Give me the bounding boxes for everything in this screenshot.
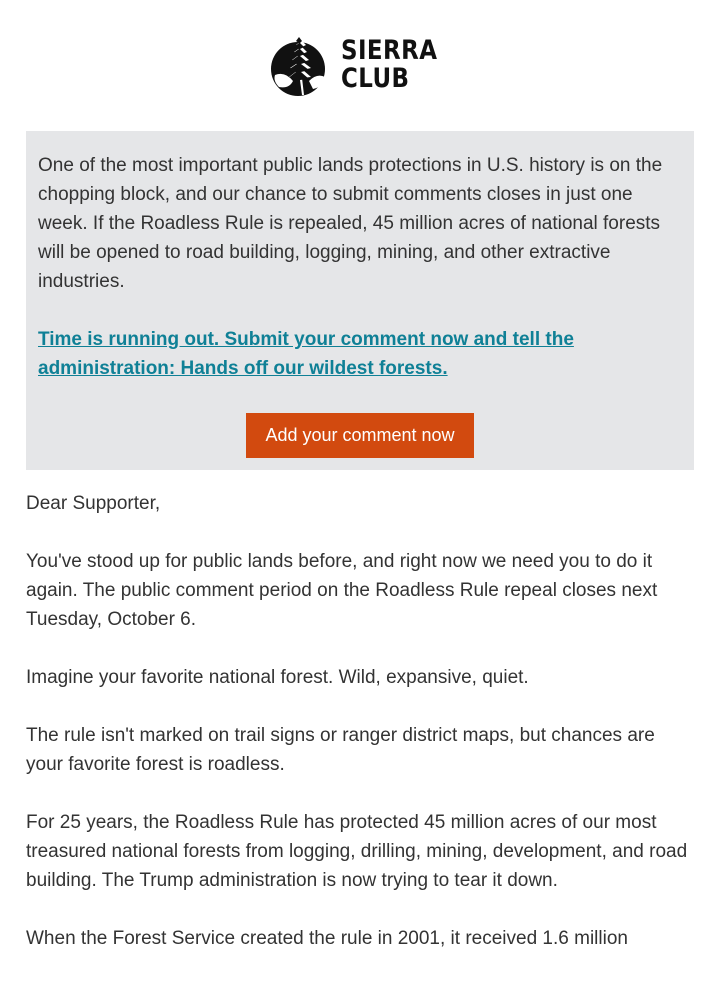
body-paragraph: Imagine your favorite national forest. Wild, expansive, quiet. bbox=[26, 667, 529, 688]
body-paragraph: For 25 years, the Roadless Rule has protected 45 million acres of our most treasured national forests from logging, drilling, mining, development, and road building. The Trump administration is now trying to tear it down. bbox=[26, 812, 688, 891]
sierra-club-logo[interactable] bbox=[265, 31, 454, 97]
greeting: Dear Supporter, bbox=[26, 493, 161, 514]
email-header bbox=[0, 0, 720, 128]
logo-wordmark bbox=[341, 37, 437, 93]
logo-line-2: CLUB bbox=[341, 63, 410, 94]
callout-box bbox=[26, 131, 694, 470]
body-paragraph: You've stood up for public lands before, and right now we need you to do it again. The public comment period on the Roadless Rule repeal closes next Tuesday, October 6. bbox=[26, 551, 658, 630]
add-comment-button[interactable]: Add your comment now bbox=[246, 413, 474, 458]
body-paragraph: When the Forest Service created the rule in 2001, it received 1.6 million bbox=[26, 928, 628, 949]
email-body bbox=[26, 489, 694, 982]
body-paragraph: The rule isn't marked on trail signs or ranger district maps, but chances are your favorite forest is roadless. bbox=[26, 725, 655, 775]
callout-intro: One of the most important public lands protections in U.S. history is on the chopping block, and our chance to submit comments closes in just one week. If the Roadless Rule is repealed, 45 million acres of national forests will be opened to road building, logging, mining, and other extractive industries. bbox=[38, 155, 663, 292]
submit-comment-link[interactable]: Time is running out. Submit your comment now and tell the administration: Hands off our wildest forests. bbox=[38, 329, 574, 379]
logo-line-1: SIERRA bbox=[341, 35, 438, 66]
sequoia-tree-logo-icon bbox=[265, 31, 335, 97]
